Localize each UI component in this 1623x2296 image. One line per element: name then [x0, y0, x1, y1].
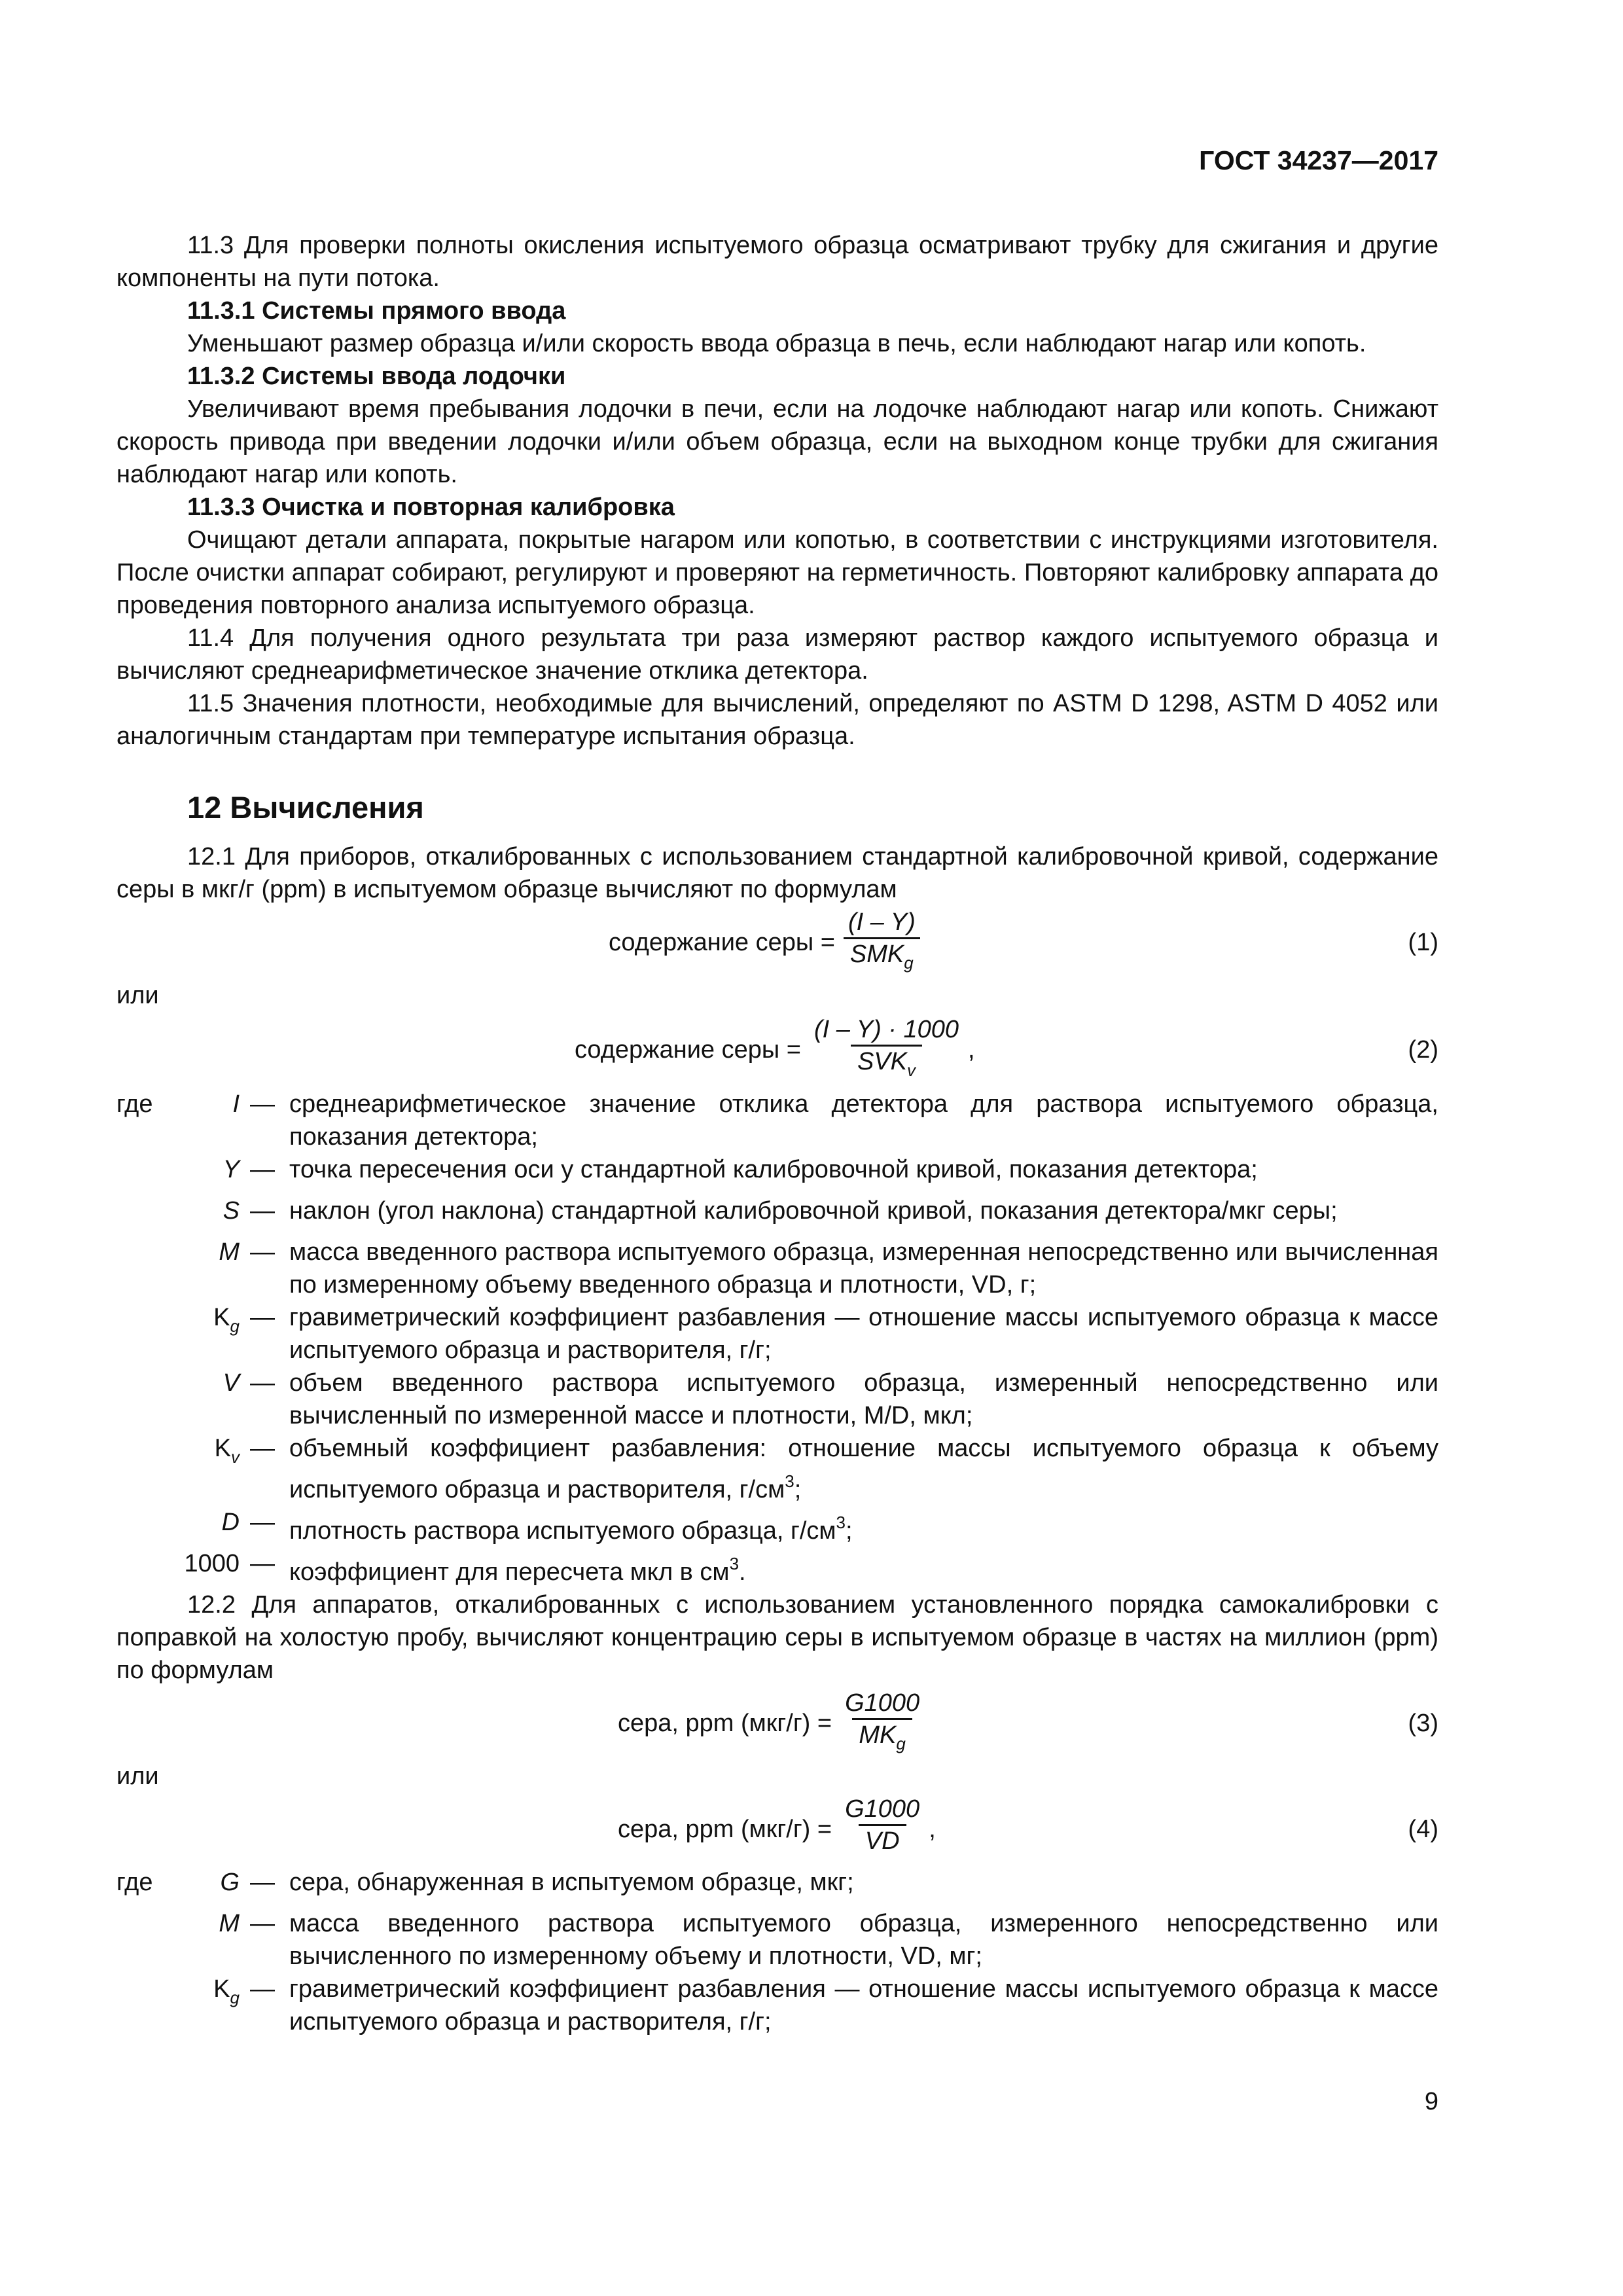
paragraph-12-1: 12.1 Для приборов, откалиброванных с использованием стандартной калибровочной кривой, содержание серы в мкг/г (ppm) в испытуемом образце вычисляют по формулам	[116, 843, 1438, 903]
formula-4	[116, 1793, 1438, 1866]
definition-text: плотность раствора испытуемого образца, $г/см^3$;	[289, 1513, 853, 1545]
dash: —	[250, 1910, 275, 1937]
formula-1	[116, 906, 1438, 979]
denominator-main: SVK	[857, 1048, 908, 1075]
where-word: где	[116, 1869, 153, 1896]
definition-text: сера, обнаруженная в испытуемом образце, мкг;	[289, 1869, 854, 1896]
fraction-denominator	[844, 937, 920, 978]
definition-text: объемный коэффициент разбавления: отношение массы испытуемого образца к объему испытуемого образца и растворителя, $г/см^3$;	[289, 1435, 1438, 1503]
definition-row	[116, 1153, 1438, 1194]
dash: —	[250, 1550, 275, 1577]
fraction-numerator: G1000	[845, 1795, 920, 1823]
paragraph-11-5: 11.5 Значения плотности, необходимые для вычислений, определяют по ASTM D 1298, ASTM D 4052 или аналогичным стандартам при температуре испытания образца.	[116, 690, 1438, 750]
dash: —	[250, 1238, 275, 1266]
fraction-denominator	[851, 1045, 922, 1085]
document-page	[116, 0, 1438, 2296]
paragraph-11-3-1: Уменьшают размер образца и/или скорость ввода образца в печь, если наблюдают нагар или копоть.	[187, 330, 1366, 357]
denominator-main: VD	[865, 1827, 900, 1855]
definition-row	[116, 1432, 1438, 1506]
definition-text: коэффициент для пересчета мкл в $см^3$.	[289, 1554, 746, 1586]
symbol: $K_g$	[213, 1975, 240, 2007]
definition-row	[116, 1367, 1438, 1432]
paragraph-11-3: 11.3 Для проверки полноты окисления испытуемого образца осматривают трубку для сжигания и другие компоненты на пути потока.	[116, 232, 1438, 292]
fraction-numerator: G1000	[845, 1689, 920, 1717]
denominator-main: SMK	[849, 941, 904, 968]
definition-row	[116, 1088, 1438, 1153]
section-title: 12 Вычисления	[187, 790, 424, 825]
definition-row	[116, 1547, 1438, 1588]
denominator-subscript: g	[896, 1734, 906, 1753]
symbol: D	[221, 1509, 240, 1536]
definition-row	[116, 1236, 1438, 1301]
equation-number: (4)	[1408, 1816, 1438, 1843]
equation-number: (1)	[1408, 929, 1438, 956]
formula-punctuation: ,	[929, 1816, 936, 1843]
definition-text: наклон (угол наклона) стандартной калибровочной кривой, показания детектора/мкг серы;	[289, 1197, 1338, 1225]
paragraph-11-3-2: Увеличивают время пребывания лодочки в печи, если на лодочке наблюдают нагар или копоть. Снижают скорость привода при введении лодочки и/или объем образца, если на выходном конце трубки для сжигания наблюдают нагар или копоть.	[116, 395, 1438, 488]
symbol: S	[223, 1197, 240, 1225]
heading-11-3-1: 11.3.1 Системы прямого ввода	[187, 297, 566, 325]
formula-label: содержание серы =	[609, 929, 835, 956]
where-word: где	[116, 1090, 153, 1118]
definition-row	[116, 1506, 1438, 1547]
symbol: V	[223, 1369, 240, 1397]
symbol: G	[220, 1869, 240, 1896]
definition-row	[116, 1301, 1438, 1367]
heading-11-3-2: 11.3.2 Системы ввода лодочки	[187, 363, 566, 390]
definition-text: масса введенного раствора испытуемого образца, измеренного непосредственно или вычисленного по измеренному объему и плотности, VD, мг;	[289, 1910, 1438, 1970]
dash: —	[250, 1509, 275, 1536]
definition-text: гравиметрический коэффициент разбавления — отношение массы испытуемого образца к массе испытуемого образца и растворителя, г/г;	[289, 1975, 1438, 2036]
paragraph-11-3-3: Очищают детали аппарата, покрытые нагаром или копотью, в соответствии с инструкциями изготовителя. После очистки аппарат собирают, регулируют и проверяют на герметичность. Повторяют калибровку аппарата до проведения повторного анализа испытуемого образца.	[116, 526, 1438, 619]
fraction-denominator	[852, 1718, 912, 1759]
or-word: или	[116, 982, 159, 1009]
document-body	[116, 229, 1438, 2038]
definition-text: объем введенного раствора испытуемого образца, измеренный непосредственно или вычисленный по измеренной массе и плотности, M/D, мкл;	[289, 1369, 1438, 1429]
definition-row	[116, 1194, 1438, 1236]
fraction-denominator	[859, 1824, 906, 1865]
heading-11-3-3: 11.3.3 Очистка и повторная калибровка	[187, 493, 675, 521]
equation-number: (2)	[1408, 1036, 1438, 1064]
symbol: M	[219, 1910, 240, 1937]
formula-label: сера, ppm (мкг/г) =	[618, 1710, 832, 1737]
definition-text: масса введенного раствора испытуемого образца, измеренная непосредственно или вычисленная по измеренному объему введенного образца и плотности, VD, г;	[289, 1238, 1438, 1299]
dash: —	[250, 1090, 275, 1118]
equation-number: (3)	[1408, 1710, 1438, 1737]
dash: —	[250, 1197, 275, 1225]
fraction-numerator: (I – Y)	[847, 908, 916, 936]
symbol: I	[232, 1090, 240, 1118]
denominator-subscript: v	[907, 1060, 916, 1080]
formula-2	[116, 1012, 1438, 1088]
definition-text: точка пересечения оси y стандартной калибровочной кривой, показания детектора;	[289, 1156, 1258, 1183]
dash: —	[250, 1975, 275, 2003]
symbol: $K_g$	[213, 1304, 240, 1336]
symbol: $K_v$	[214, 1435, 240, 1467]
paragraph-12-2: 12.2 Для аппаратов, откалиброванных с использованием установленного порядка самокалибровки с поправкой на холостую пробу, вычисляют концентрацию серы в испытуемом образце в частях на миллион (ppm) по формулам	[116, 1591, 1438, 1684]
definition-row	[116, 1866, 1438, 1907]
dash: —	[250, 1304, 275, 1331]
page-number: 9	[1424, 2088, 1438, 2115]
definition-text: среднеарифметическое значение отклика детектора для раствора испытуемого образца, показания детектора;	[289, 1090, 1438, 1151]
definitions-list-2	[116, 1866, 1438, 2038]
dash: —	[250, 1435, 275, 1462]
dash: —	[250, 1869, 275, 1896]
denominator-subscript: g	[904, 953, 914, 973]
symbol: M	[219, 1238, 240, 1266]
dash: —	[250, 1369, 275, 1397]
definitions-list-1	[116, 1088, 1438, 1588]
fraction-numerator: (I – Y) · 1000	[813, 1016, 959, 1043]
definition-text: гравиметрический коэффициент разбавления — отношение массы испытуемого образца к массе испытуемого образца и растворителя, г/г;	[289, 1304, 1438, 1364]
definition-row	[116, 1907, 1438, 1973]
dash: —	[250, 1156, 275, 1183]
fraction	[838, 1688, 926, 1759]
or-word: или	[116, 1763, 159, 1790]
fraction	[808, 1014, 965, 1085]
fraction	[842, 907, 922, 978]
fraction	[838, 1794, 926, 1865]
definition-row	[116, 1973, 1438, 2038]
symbol: Y	[223, 1156, 240, 1183]
symbol: 1000	[184, 1550, 240, 1577]
denominator-main: MK	[859, 1721, 897, 1749]
formula-label: содержание серы =	[575, 1036, 801, 1064]
formula-3	[116, 1687, 1438, 1760]
paragraph-11-4: 11.4 Для получения одного результата три раза измеряют раствор каждого испытуемого образца и вычисляют среднеарифметическое значение отклика детектора.	[116, 624, 1438, 685]
formula-punctuation: ,	[968, 1036, 975, 1064]
formula-label: сера, ppm (мкг/г) =	[618, 1816, 832, 1843]
document-header: ГОСТ 34237—2017	[1199, 145, 1438, 175]
